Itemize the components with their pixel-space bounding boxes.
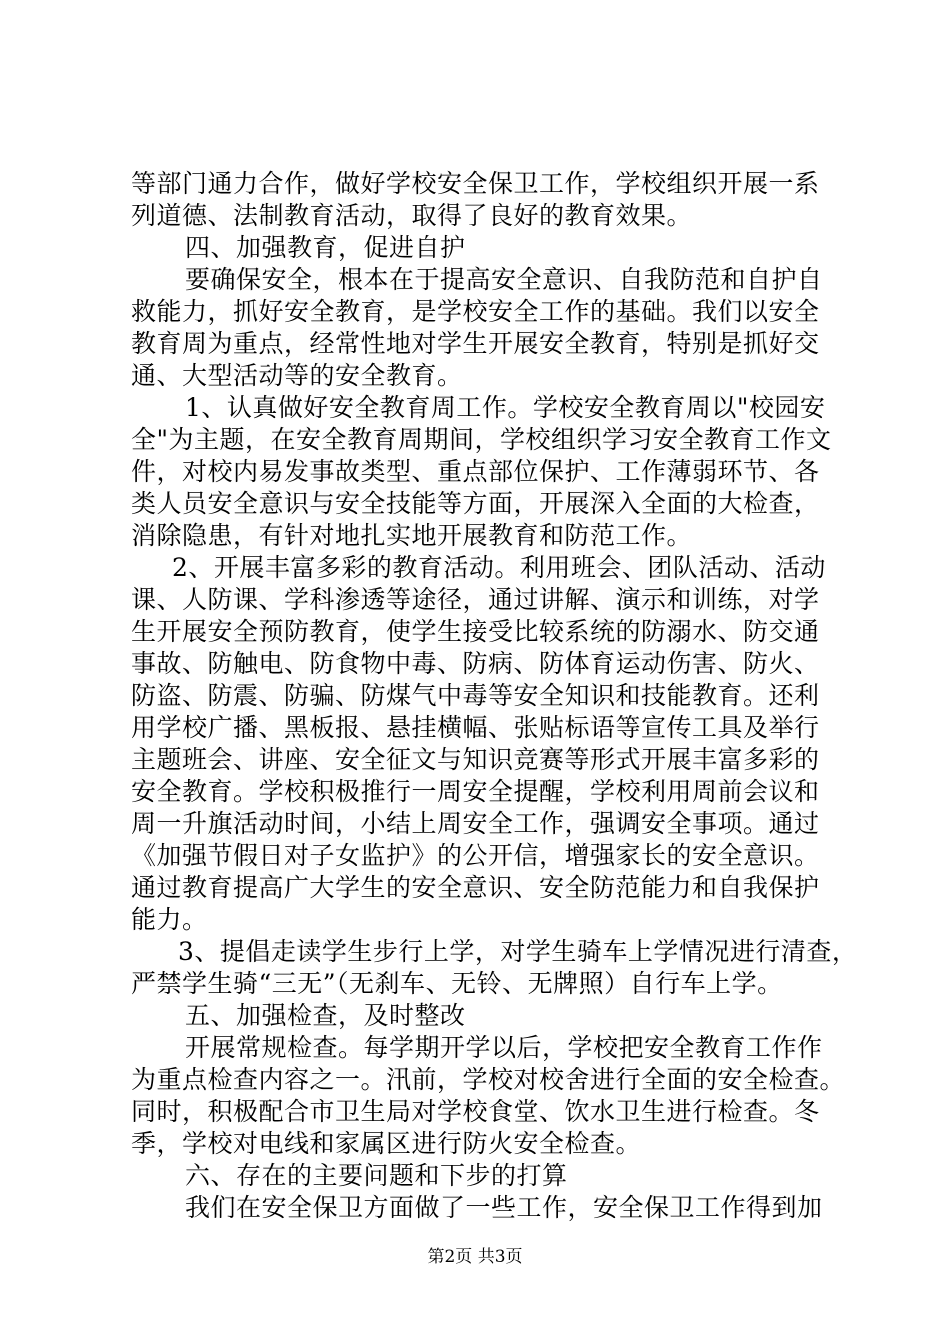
page-footer: 第2页 共3页 <box>427 1247 523 1267</box>
body-line: 同时，积极配合市卫生局对学校食堂、饮水卫生进行检查。冬 <box>131 1097 820 1126</box>
body-line: 防盗、防震、防骗、防煤气中毒等安全知识和技能教育。还利 <box>131 681 820 710</box>
section-heading: 四、加强教育，促进自护 <box>185 233 466 262</box>
body-line: 我们在安全保卫方面做了一些工作，安全保卫工作得到加 <box>185 1193 823 1222</box>
body-line: 严禁学生骑“三无”（无刹车、无铃、无牌照）自行车上学。 <box>131 969 783 998</box>
body-line: 通过教育提高广大学生的安全意识、安全防范能力和自我保护 <box>131 873 820 902</box>
section-heading: 六、存在的主要问题和下步的打算 <box>185 1161 568 1190</box>
body-line: 课、人防课、学科渗透等途径，通过讲解、演示和训练，对学 <box>131 585 820 614</box>
body-line: 主题班会、讲座、安全征文与知识竞赛等形式开展丰富多彩的 <box>131 745 820 774</box>
body-line: 为重点检查内容之一。汛前，学校对校舍进行全面的安全检查。 <box>131 1065 846 1094</box>
section-heading: 五、加强检查，及时整改 <box>185 1001 466 1030</box>
body-line: 要确保安全，根本在于提高安全意识、自我防范和自护自 <box>185 265 823 294</box>
body-line: 安全教育。学校积极推行一周安全提醒，学校利用周前会议和 <box>131 777 820 806</box>
body-line: 1、认真做好安全教育周工作。学校安全教育周以"校园安 <box>185 393 826 422</box>
body-line: 3、提倡走读学生步行上学，对学生骑车上学情况进行清查， <box>178 937 858 966</box>
body-line: 消除隐患，有针对地扎实地开展教育和防范工作。 <box>131 521 693 550</box>
body-line: 件，对校内易发事故类型、重点部位保护、工作薄弱环节、各 <box>131 457 820 486</box>
body-line: 《加强节假日对子女监护》的公开信，增强家长的安全意识。 <box>131 841 820 870</box>
body-line: 通、大型活动等的安全教育。 <box>131 361 463 390</box>
body-line: 生开展安全预防教育，使学生接受比较系统的防溺水、防交通 <box>131 617 820 646</box>
body-line: 全"为主题，在安全教育周期间，学校组织学习安全教育工作文 <box>131 425 832 454</box>
body-line: 2、开展丰富多彩的教育活动。利用班会、团队活动、活动 <box>172 553 826 582</box>
body-line: 季，学校对电线和家属区进行防火安全检查。 <box>131 1129 642 1158</box>
body-line: 周一升旗活动时间，小结上周安全工作，强调安全事项。通过 <box>131 809 820 838</box>
body-line: 类人员安全意识与安全技能等方面，开展深入全面的大检查， <box>131 489 820 518</box>
body-line: 救能力，抓好安全教育，是学校安全工作的基础。我们以安全 <box>131 297 820 326</box>
body-line: 等部门通力合作，做好学校安全保卫工作，学校组织开展一系 <box>131 169 820 198</box>
body-line: 事故、防触电、防食物中毒、防病、防体育运动伤害、防火、 <box>131 649 820 678</box>
body-line: 能力。 <box>131 905 208 934</box>
body-line: 教育周为重点，经常性地对学生开展安全教育，特别是抓好交 <box>131 329 820 358</box>
body-line: 用学校广播、黑板报、悬挂横幅、张贴标语等宣传工具及举行 <box>131 713 820 742</box>
body-line: 开展常规检查。每学期开学以后，学校把安全教育工作作 <box>185 1033 823 1062</box>
body-line: 列道德、法制教育活动，取得了良好的教育效果。 <box>131 201 693 230</box>
